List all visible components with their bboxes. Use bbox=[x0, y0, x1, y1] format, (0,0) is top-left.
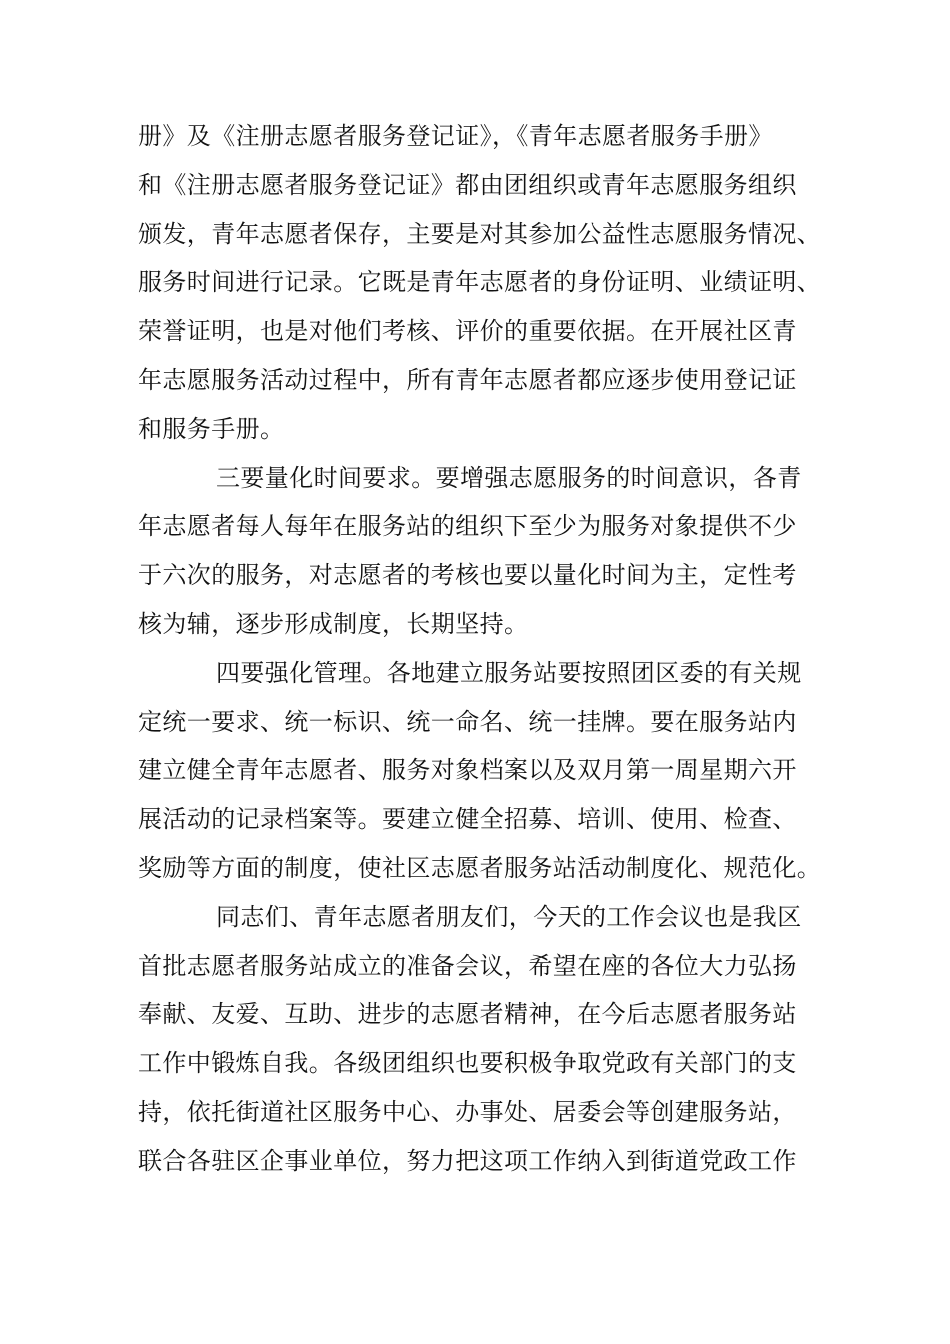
text-line: 荣誉证明，也是对他们考核、评价的重要依据。在开展社区青 bbox=[138, 317, 797, 346]
text-line: 于六次的服务，对志愿者的考核也要以量化时间为主，定性考 bbox=[138, 561, 797, 590]
text-line: 奖励等方面的制度，使社区志愿者服务站活动制度化、规范化。 bbox=[138, 853, 822, 882]
text-line: 首批志愿者服务站成立的准备会议，希望在座的各位大力弘扬 bbox=[138, 951, 797, 980]
text-line: 展活动的记录档案等。要建立健全招募、培训、使用、检查、 bbox=[138, 805, 797, 834]
text-line: 定统一要求、统一标识、统一命名、统一挂牌。要在服务站内 bbox=[138, 707, 797, 736]
text-line: 服务时间进行记录。它既是青年志愿者的身份证明、业绩证明、 bbox=[138, 268, 822, 297]
text-line: 持，依托街道社区服务中心、办事处、居委会等创建服务站， bbox=[138, 1097, 797, 1126]
text-line: 建立健全青年志愿者、服务对象档案以及双月第一周星期六开 bbox=[138, 756, 797, 785]
text-line: 奉献、友爱、互助、进步的志愿者精神，在今后志愿者服务站 bbox=[138, 1000, 797, 1029]
text-line: 年志愿服务活动过程中，所有青年志愿者都应逐步使用登记证 bbox=[138, 365, 797, 394]
text-line: 联合各驻区企事业单位，努力把这项工作纳入到街道党政工作 bbox=[138, 1146, 797, 1175]
text-line: 年志愿者每人每年在服务站的组织下至少为服务对象提供不少 bbox=[138, 512, 797, 541]
paragraph-first-line: 三要量化时间要求。要增强志愿服务的时间意识，各青 bbox=[216, 463, 802, 492]
text-line: 工作中锻炼自我。各级团组织也要积极争取党政有关部门的支 bbox=[138, 1049, 797, 1078]
paragraph-first-line: 四要强化管理。各地建立服务站要按照团区委的有关规 bbox=[216, 658, 802, 687]
text-line: 和《注册志愿者服务登记证》都由团组织或青年志愿服务组织 bbox=[138, 170, 797, 199]
text-line: 和服务手册。 bbox=[138, 414, 285, 443]
text-line: 颁发，青年志愿者保存，主要是对其参加公益性志愿服务情况、 bbox=[138, 219, 822, 248]
paragraph-first-line: 同志们、青年志愿者朋友们，今天的工作会议也是我区 bbox=[216, 902, 802, 931]
text-line: 核为辅，逐步形成制度，长期坚持。 bbox=[138, 609, 529, 638]
text-line: 册》及《注册志愿者服务登记证》，《青年志愿者服务手册》 bbox=[138, 122, 773, 150]
body-text bbox=[138, 112, 822, 1186]
